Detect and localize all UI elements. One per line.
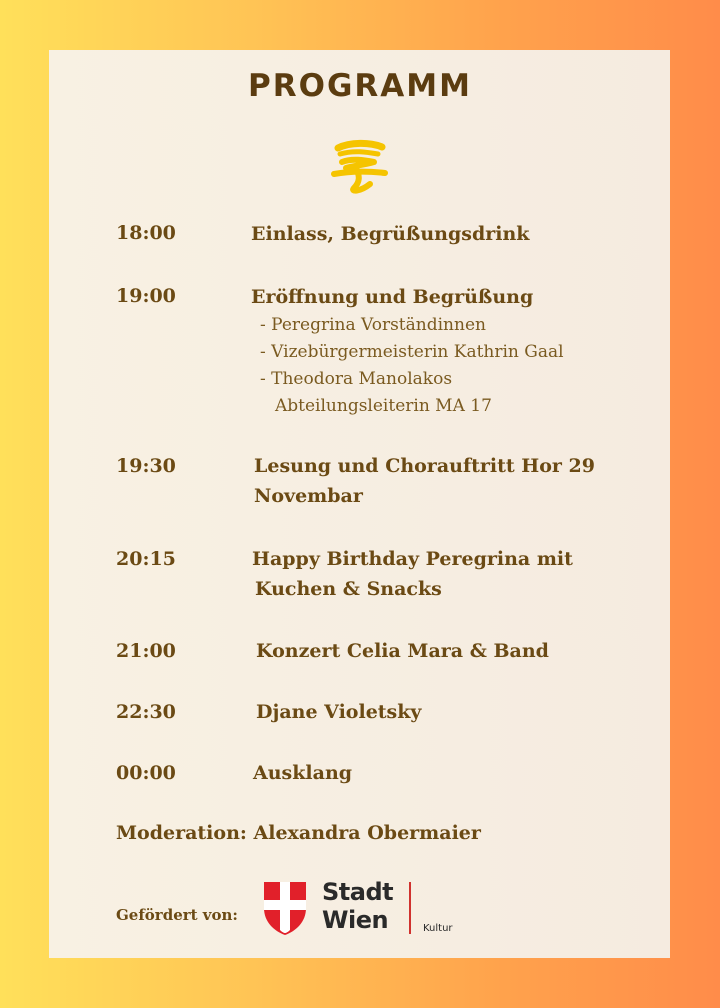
schedule-title: Eröffnung und Begrüßung bbox=[251, 286, 534, 308]
schedule-title: Novembar bbox=[254, 485, 363, 507]
schedule-title: Ausklang bbox=[253, 762, 353, 784]
schedule-time: 18:00 bbox=[116, 222, 176, 244]
vienna-shield-icon bbox=[262, 880, 308, 936]
schedule-subitem: Abteilungsleiterin MA 17 bbox=[275, 396, 492, 416]
schedule-title: Happy Birthday Peregrina mit bbox=[252, 548, 573, 570]
logo-department: Kultur bbox=[423, 923, 453, 934]
schedule-time: 22:30 bbox=[116, 701, 176, 723]
schedule-time: 20:15 bbox=[116, 548, 176, 570]
funded-by-label: Gefördert von: bbox=[116, 906, 238, 924]
schedule-title: Einlass, Begrüßungsdrink bbox=[251, 223, 530, 245]
schedule-subitem: - Theodora Manolakos bbox=[260, 369, 453, 389]
squiggle-icon bbox=[330, 138, 388, 194]
schedule-time: 19:00 bbox=[116, 285, 176, 307]
schedule-title: Lesung und Chorauftritt Hor 29 bbox=[254, 455, 595, 477]
schedule-time: 21:00 bbox=[116, 640, 176, 662]
schedule-title: Kuchen & Snacks bbox=[255, 578, 442, 600]
schedule-time: 19:30 bbox=[116, 455, 176, 477]
schedule-title: Konzert Celia Mara & Band bbox=[256, 640, 549, 662]
logo-text-stadt: Stadt bbox=[322, 878, 394, 906]
stadt-wien-logo bbox=[262, 878, 482, 940]
schedule-subitem: - Vizebürgermeisterin Kathrin Gaal bbox=[260, 342, 564, 362]
schedule-subitem: - Peregrina Vorständinnen bbox=[260, 315, 486, 335]
logo-text-wien: Wien bbox=[322, 906, 389, 934]
moderation-credit: Moderation: Alexandra Obermaier bbox=[116, 822, 481, 844]
logo-divider bbox=[409, 882, 411, 934]
page-title: PROGRAMM bbox=[248, 68, 472, 104]
schedule-title: Djane Violetsky bbox=[256, 701, 422, 723]
schedule-time: 00:00 bbox=[116, 762, 176, 784]
